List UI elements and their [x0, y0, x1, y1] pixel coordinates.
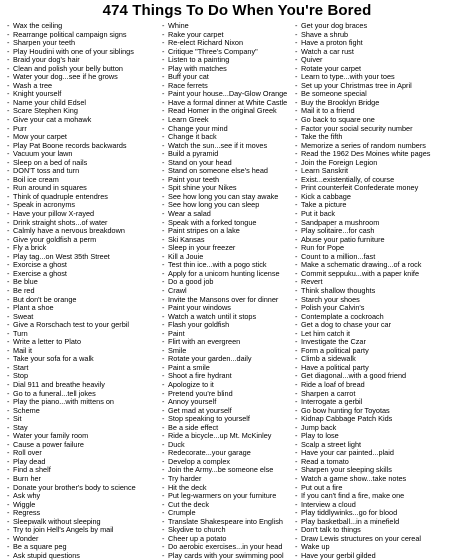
list-item: - Be red: [7, 287, 162, 296]
list-item: - Paint your windows: [162, 304, 295, 313]
list-item: - Burn her: [7, 475, 162, 484]
list-item: - Spit shine your Nikes: [162, 184, 295, 193]
list-item: - Race ferrets: [162, 82, 295, 91]
list-item: - Pretend you're blind: [162, 390, 295, 399]
list-item: - Stop speaking to yourself: [162, 415, 295, 424]
list-item: - Crumple: [162, 509, 295, 518]
list-item: - Turn: [7, 330, 162, 339]
list-item: - Play cards with your swimming pool: [162, 552, 295, 560]
list-item: - Cheer up a potato: [162, 535, 295, 544]
list-item: - Sandpaper a mushroom: [295, 219, 474, 228]
list-item: - Shoot a fire hydrant: [162, 372, 295, 381]
list-item: - Knight yourself: [7, 90, 162, 99]
list-item: - Ski Kansas: [162, 236, 295, 245]
list-item: - Play with matches: [162, 65, 295, 74]
list-item: - Take your sofa for a walk: [7, 355, 162, 364]
list-item: - Polish your Calvin's: [295, 304, 474, 313]
list-item: - Vacuum your lawn: [7, 150, 162, 159]
list-item: - Think of quadruple entendres: [7, 193, 162, 202]
list-item: - Mail it to a friend: [295, 107, 474, 116]
list-item: - Go to a funeral...tell jokes: [7, 390, 162, 399]
list-item: - Make a schematic drawing...of a rock: [295, 261, 474, 270]
list-item: - Paint your house...Day-Glow Orange: [162, 90, 295, 99]
list-item: - Stand on someone else's head: [162, 167, 295, 176]
list-item: - Translate Shakespeare into English: [162, 518, 295, 527]
list-item: - Sit: [7, 415, 162, 424]
list-item: - Join the Army...be someone else: [162, 466, 295, 475]
list-item: - Give a Rorschach test to your gerbil: [7, 321, 162, 330]
list-item: - Play dead: [7, 458, 162, 467]
list-item: - Scare Stephen King: [7, 107, 162, 116]
list-columns: [0, 22, 474, 560]
list-item: - Change it back: [162, 133, 295, 142]
list-item: - Whine: [162, 22, 295, 31]
list-item: - Scalp a street light: [295, 441, 474, 450]
list-item: - But don't be orange: [7, 296, 162, 305]
list-item: - Form a political party: [295, 347, 474, 356]
list-item: - Kidnap Cabbage Patch Kids: [295, 415, 474, 424]
list-item: - Memorize a series of random numbers: [295, 142, 474, 151]
list-item: - Clean and polish your belly button: [7, 65, 162, 74]
list-item: - Build a pyramid: [162, 150, 295, 159]
list-item: - Play to lose: [295, 432, 474, 441]
list-item: - Find a shelf: [7, 466, 162, 475]
list-item: - Revert: [295, 278, 474, 287]
list-item: - Get mad at yourself: [162, 407, 295, 416]
list-item: - Read the 1962 Des Moines white pages: [295, 150, 474, 159]
list-item: - Watch the sun...see if it moves: [162, 142, 295, 151]
list-item: - Buff your cat: [162, 73, 295, 82]
list-item: - Wear a salad: [162, 210, 295, 219]
list-item: - Drink straight shots...of water: [7, 219, 162, 228]
list-item: - Put out a fire: [295, 484, 474, 493]
list-item: - Abuse your patio furniture: [295, 236, 474, 245]
list-item: - See how long you can sleep: [162, 201, 295, 210]
list-item: - Get a dog to chase your car: [295, 321, 474, 330]
list-item: - Do a good job: [162, 278, 295, 287]
list-item: - Ask stupid questions: [7, 552, 162, 560]
list-item: - Sharpen your teeth: [7, 39, 162, 48]
list-item: - Play tiddlywinks...go for blood: [295, 509, 474, 518]
list-item: - Wax the ceiling: [7, 22, 162, 31]
list-item: - Apply for a unicorn hunting license: [162, 270, 295, 279]
list-item: - Read Homer in the original Greek: [162, 107, 295, 116]
list-item: - Have your car painted...plaid: [295, 449, 474, 458]
page-title: 474 Things To Do When You're Bored: [102, 2, 372, 19]
list-item: - Mow your carpet: [7, 133, 162, 142]
list-item: - Contemplate a cockroach: [295, 313, 474, 322]
list-item: - Read a tomato: [295, 458, 474, 467]
list-item: - Try harder: [162, 475, 295, 484]
list-item: - Roll over: [7, 449, 162, 458]
list-item: - Learn to type...with your toes: [295, 73, 474, 82]
list-item: - DON'T toss and turn: [7, 167, 162, 176]
list-item: - Interrogate a gerbil: [295, 398, 474, 407]
list-item: - Exist...existentially, of course: [295, 176, 474, 185]
list-item: - Flirt with an evergreen: [162, 338, 295, 347]
list-item: - Put leg-warmers on your furniture: [162, 492, 295, 501]
list-item: - Sleep on a bed of nails: [7, 159, 162, 168]
list-item: - Wiggle: [7, 501, 162, 510]
list-item: - Set up your Christmas tree in April: [295, 82, 474, 91]
list-item: - Starch your shoes: [295, 296, 474, 305]
list-item: - Play solitaire...for cash: [295, 227, 474, 236]
list-item: - Be someone special: [295, 90, 474, 99]
list-item: - Ride a loaf of bread: [295, 381, 474, 390]
list-item: - Change your mind: [162, 125, 295, 134]
list-item: - Calmly have a nervous breakdown: [7, 227, 162, 236]
list-item: - Cut the deck: [162, 501, 295, 510]
list-item: - Develop a complex: [162, 458, 295, 467]
list-item: - Don't talk to things: [295, 526, 474, 535]
list-item: - Get diagonal...with a good friend: [295, 372, 474, 381]
list-item: - Try to join Hell's Angels by mail: [7, 526, 162, 535]
list-item: - Redecorate...your garage: [162, 449, 295, 458]
list-item: - Hit the deck: [162, 484, 295, 493]
list-item: - Boil ice cream: [7, 176, 162, 185]
list-item: - Write a letter to Plato: [7, 338, 162, 347]
list-item: - Go bow hunting for Toyotas: [295, 407, 474, 416]
list-item: - Paint: [162, 330, 295, 339]
list-item: - Buy the Brooklyn Bridge: [295, 99, 474, 108]
list-item: - Play basketball...in a minefield: [295, 518, 474, 527]
list-item: - Fly a brick: [7, 244, 162, 253]
list-item: - Kick a cabbage: [295, 193, 474, 202]
list-item: - Start: [7, 364, 162, 373]
list-item: - Think shallow thoughts: [295, 287, 474, 296]
list-item: - Print counterfeit Confederate money: [295, 184, 474, 193]
list-item: - Name your child Edsel: [7, 99, 162, 108]
list-item: - Do aerobic exercises...in your head: [162, 543, 295, 552]
list-item: - Interview a cloud: [295, 501, 474, 510]
list-item: - Smile: [162, 347, 295, 356]
list-item: - Have your pillow X-rayed: [7, 210, 162, 219]
list-item: - Donate your brother's body to science: [7, 484, 162, 493]
list-item: - Wash a tree: [7, 82, 162, 91]
list-item: - See how long you can stay awake: [162, 193, 295, 202]
list-item: - If you can't find a fire, make one: [295, 492, 474, 501]
list-item: - Learn Sanskrit: [295, 167, 474, 176]
list-item: - Play Houdini with one of your siblings: [7, 48, 162, 57]
list-item: - Count to a million...fast: [295, 253, 474, 262]
list-item: - Sweat: [7, 313, 162, 322]
list-item: - Paint your teeth: [162, 176, 295, 185]
list-item: - Regress: [7, 509, 162, 518]
list-item: - Exorcise a ghost: [7, 261, 162, 270]
list-item: - Give your cat a mohawk: [7, 116, 162, 125]
list-item: - Invite the Mansons over for dinner: [162, 296, 295, 305]
list-item: - Climb a sidewalk: [295, 355, 474, 364]
column-3-list: [295, 22, 474, 560]
list-item: - Speak with a forked tongue: [162, 219, 295, 228]
list-item: - Water your dog...see if he grows: [7, 73, 162, 82]
list-item: - Take a picture: [295, 201, 474, 210]
list-item: - Rearrange political campaign signs: [7, 31, 162, 40]
list-item: - Go back to square one: [295, 116, 474, 125]
column-1-list: [7, 22, 162, 560]
list-item: - Skydive to church: [162, 526, 295, 535]
list-item: - Kill a Jouie: [162, 253, 295, 262]
column-2-list: [162, 22, 295, 560]
list-item: - Purr: [7, 125, 162, 134]
list-item: - Play tag...on West 35th Street: [7, 253, 162, 262]
list-item: - Take the fifth: [295, 133, 474, 142]
list-item: - Scheme: [7, 407, 162, 416]
list-item: - Watch a game show...take notes: [295, 475, 474, 484]
list-item: - Join the Foreign Legion: [295, 159, 474, 168]
list-item: - Re-elect Richard Nixon: [162, 39, 295, 48]
list-item: - Cause a power failure: [7, 441, 162, 450]
list-item: - Rotate your carpet: [295, 65, 474, 74]
list-item: - Critique "Three's Company": [162, 48, 295, 57]
list-item: - Speak in acronyms: [7, 201, 162, 210]
list-item: - Investigate the Czar: [295, 338, 474, 347]
list-item: - Run around in squares: [7, 184, 162, 193]
list-item: - Quiver: [295, 56, 474, 65]
list-item: - Be blue: [7, 278, 162, 287]
list-item: - Sleep in your freezer: [162, 244, 295, 253]
list-item: - Give your goldfish a perm: [7, 236, 162, 245]
list-item: - Have a formal dinner at White Castle: [162, 99, 295, 108]
list-item: - Apologize to it: [162, 381, 295, 390]
list-item: - Play Pat Boone records backwards: [7, 142, 162, 151]
list-item: - Duck: [162, 441, 295, 450]
list-item: - Water your family room: [7, 432, 162, 441]
list-item: - Have a proton fight: [295, 39, 474, 48]
list-item: - Commit seppuku...with a paper knife: [295, 270, 474, 279]
list-item: - Sleepwalk without sleeping: [7, 518, 162, 527]
list-item: - Sharpen a carrot: [295, 390, 474, 399]
list-item: - Watch a car rust: [295, 48, 474, 57]
list-item: - Have your gerbil gilded: [295, 552, 474, 560]
list-item: - Stop: [7, 372, 162, 381]
list-item: - Paint stripes on a lake: [162, 227, 295, 236]
list-item: - Watch a watch until it stops: [162, 313, 295, 322]
list-item: - Draw Lewis structures on your cereal: [295, 535, 474, 544]
list-item: - Shave a shrub: [295, 31, 474, 40]
list-item: - Braid your dog's hair: [7, 56, 162, 65]
list-item: - Wonder: [7, 535, 162, 544]
list-item: - Ride a bicycle...up Mt. McKinley: [162, 432, 295, 441]
list-item: - Exercise a ghost: [7, 270, 162, 279]
list-item: - Rake your carpet: [162, 31, 295, 40]
list-item: - Wake up: [295, 543, 474, 552]
list-item: - Listen to a painting: [162, 56, 295, 65]
list-item: - Have a political party: [295, 364, 474, 373]
list-item: - Play the piano...with mittens on: [7, 398, 162, 407]
list-item: - Ask why: [7, 492, 162, 501]
list-item: - Stay: [7, 424, 162, 433]
list-item: - Flash your goldfish: [162, 321, 295, 330]
list-item: - Mail it: [7, 347, 162, 356]
list-item: - Plant a shoe: [7, 304, 162, 313]
list-item: - Be a square peg: [7, 543, 162, 552]
list-item: - Be a side effect: [162, 424, 295, 433]
list-item: - Paint a smile: [162, 364, 295, 373]
list-item: - Dial 911 and breathe heavily: [7, 381, 162, 390]
list-item: - Test thin ice...with a pogo stick: [162, 261, 295, 270]
list-item: - Crawl: [162, 287, 295, 296]
list-item: - Rotate your garden...daily: [162, 355, 295, 364]
list-item: - Jump back: [295, 424, 474, 433]
list-item: - Run for Pope: [295, 244, 474, 253]
list-item: - Stand on your head: [162, 159, 295, 168]
list-item: - Get your dog braces: [295, 22, 474, 31]
list-item: - Learn Greek: [162, 116, 295, 125]
list-item: - Let him catch it: [295, 330, 474, 339]
list-item: - Factor your social security number: [295, 125, 474, 134]
list-item: - Sharpen your sleeping skills: [295, 466, 474, 475]
list-item: - Annoy yourself: [162, 398, 295, 407]
list-item: - Put it back: [295, 210, 474, 219]
